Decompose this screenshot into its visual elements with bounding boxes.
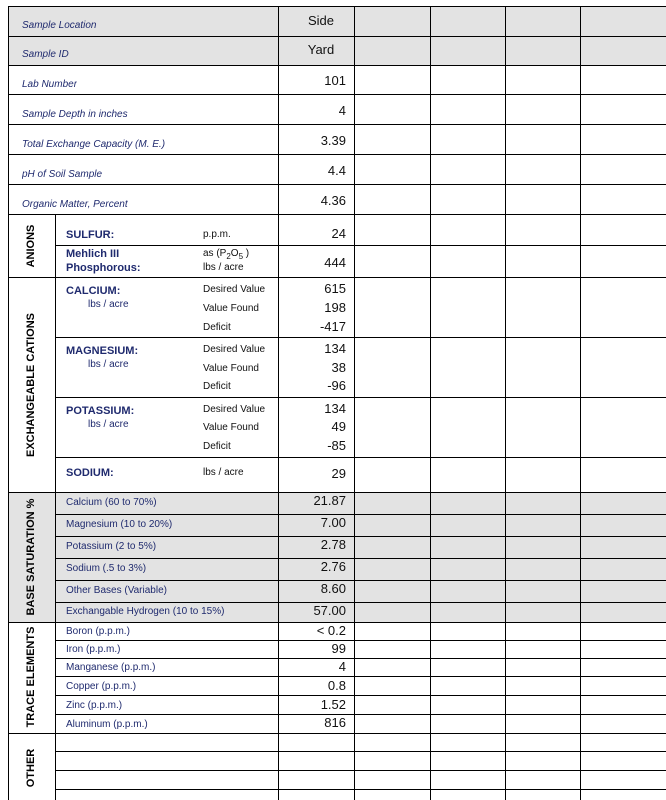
sulfur-unit: p.p.m. xyxy=(203,229,231,240)
trace-value-1: 99 xyxy=(331,641,346,656)
trace-label-3: Copper (p.p.m.) xyxy=(66,681,137,692)
potassium-deficit-label: Deficit xyxy=(203,441,231,452)
value-exchange-capacity: 3.39 xyxy=(320,133,346,148)
section-label-cations: EXCHANGEABLE CATIONS xyxy=(25,312,37,458)
base-sat-value-2: 2.78 xyxy=(320,537,346,552)
sulfur-name: SULFUR: xyxy=(66,229,115,241)
label-sample-id: Sample ID xyxy=(22,49,69,60)
trace-label-2: Manganese (p.p.m.) xyxy=(66,662,156,673)
section-label-base-saturation: BASE SATURATION % xyxy=(25,498,37,616)
calcium-desired-label: Desired Value xyxy=(203,284,266,295)
magnesium-sub: lbs / acre xyxy=(88,359,129,370)
value-sample-depth: 4 xyxy=(338,103,346,118)
trace-value-5: 816 xyxy=(324,715,346,730)
label-sample-depth: Sample Depth in inches xyxy=(22,109,128,120)
label-lab-number: Lab Number xyxy=(22,79,78,90)
magnesium-desired-value: 134 xyxy=(324,341,346,356)
trace-label-5: Aluminum (p.p.m.) xyxy=(66,719,148,730)
calcium-desired-value: 615 xyxy=(324,281,346,296)
magnesium-desired-label: Desired Value xyxy=(203,344,266,355)
magnesium-deficit-label: Deficit xyxy=(203,381,231,392)
potassium-name: POTASSIUM: xyxy=(66,405,135,417)
base-sat-value-5: 57.00 xyxy=(313,603,346,618)
phosphorous-unit-formula: as ($P_2O_5$ ) xyxy=(203,248,250,261)
label-ph: pH of Soil Sample xyxy=(22,169,103,180)
base-sat-label-3: Sodium (.5 to 3%) xyxy=(66,563,147,574)
base-sat-label-1: Magnesium (10 to 20%) xyxy=(66,519,173,530)
calcium-deficit-value: -417 xyxy=(319,319,346,334)
phosphorous-name-line1: Mehlich III xyxy=(66,248,120,260)
section-label-trace-elements: TRACE ELEMENTS xyxy=(25,626,37,728)
base-sat-value-4: 8.60 xyxy=(320,581,346,596)
calcium-name: CALCIUM: xyxy=(66,285,121,297)
magnesium-name: MAGNESIUM: xyxy=(66,345,139,357)
potassium-sub: lbs / acre xyxy=(88,419,129,430)
potassium-found-label: Value Found xyxy=(203,422,259,433)
trace-label-4: Zinc (p.p.m.) xyxy=(66,700,123,711)
calcium-found-label: Value Found xyxy=(203,303,259,314)
sodium-unit: lbs / acre xyxy=(203,467,244,478)
calcium-found-value: 198 xyxy=(324,300,346,315)
section-label-anions: ANIONS xyxy=(25,224,37,268)
sodium-name: SODIUM: xyxy=(66,467,114,479)
base-sat-value-3: 2.76 xyxy=(320,559,346,574)
phosphorous-name-line2: Phosphorous: xyxy=(66,262,141,274)
base-sat-label-2: Potassium (2 to 5%) xyxy=(66,541,157,552)
magnesium-found-label: Value Found xyxy=(203,363,259,374)
value-sample-id: Yard xyxy=(307,42,335,57)
phosphorous-value: 444 xyxy=(324,255,346,270)
base-sat-label-5: Exchangable Hydrogen (10 to 15%) xyxy=(66,606,225,617)
value-lab-number: 101 xyxy=(324,73,346,88)
trace-value-4: 1.52 xyxy=(320,697,346,712)
value-sample-location: Side xyxy=(307,13,335,28)
sodium-value: 29 xyxy=(331,466,346,481)
value-ph: 4.4 xyxy=(327,163,346,178)
trace-value-0: < 0.2 xyxy=(316,623,346,638)
potassium-desired-label: Desired Value xyxy=(203,404,266,415)
trace-value-2: 4 xyxy=(338,659,346,674)
base-sat-value-1: 7.00 xyxy=(320,515,346,530)
magnesium-found-value: 38 xyxy=(331,360,346,375)
value-organic-matter: 4.36 xyxy=(320,193,346,208)
trace-value-3: 0.8 xyxy=(327,678,346,693)
sulfur-value: 24 xyxy=(331,226,346,241)
trace-label-1: Iron (p.p.m.) xyxy=(66,644,121,655)
potassium-deficit-value: -85 xyxy=(327,438,346,453)
potassium-desired-value: 134 xyxy=(324,401,346,416)
base-sat-value-0: 21.87 xyxy=(313,493,346,508)
label-organic-matter: Organic Matter, Percent xyxy=(22,199,128,210)
potassium-found-value: 49 xyxy=(331,419,346,434)
calcium-deficit-label: Deficit xyxy=(203,322,231,333)
calcium-sub: lbs / acre xyxy=(88,299,129,310)
magnesium-deficit-value: -96 xyxy=(327,378,346,393)
phosphorous-unit-lbs: lbs / acre xyxy=(203,262,244,273)
base-sat-label-4: Other Bases (Variable) xyxy=(66,585,167,596)
label-sample-location: Sample Location xyxy=(22,20,97,31)
section-label-other: OTHER xyxy=(25,748,37,788)
base-sat-label-0: Calcium (60 to 70%) xyxy=(66,497,157,508)
label-exchange-capacity: Total Exchange Capacity (M. E.) xyxy=(22,139,166,150)
trace-label-0: Boron (p.p.m.) xyxy=(66,626,130,637)
